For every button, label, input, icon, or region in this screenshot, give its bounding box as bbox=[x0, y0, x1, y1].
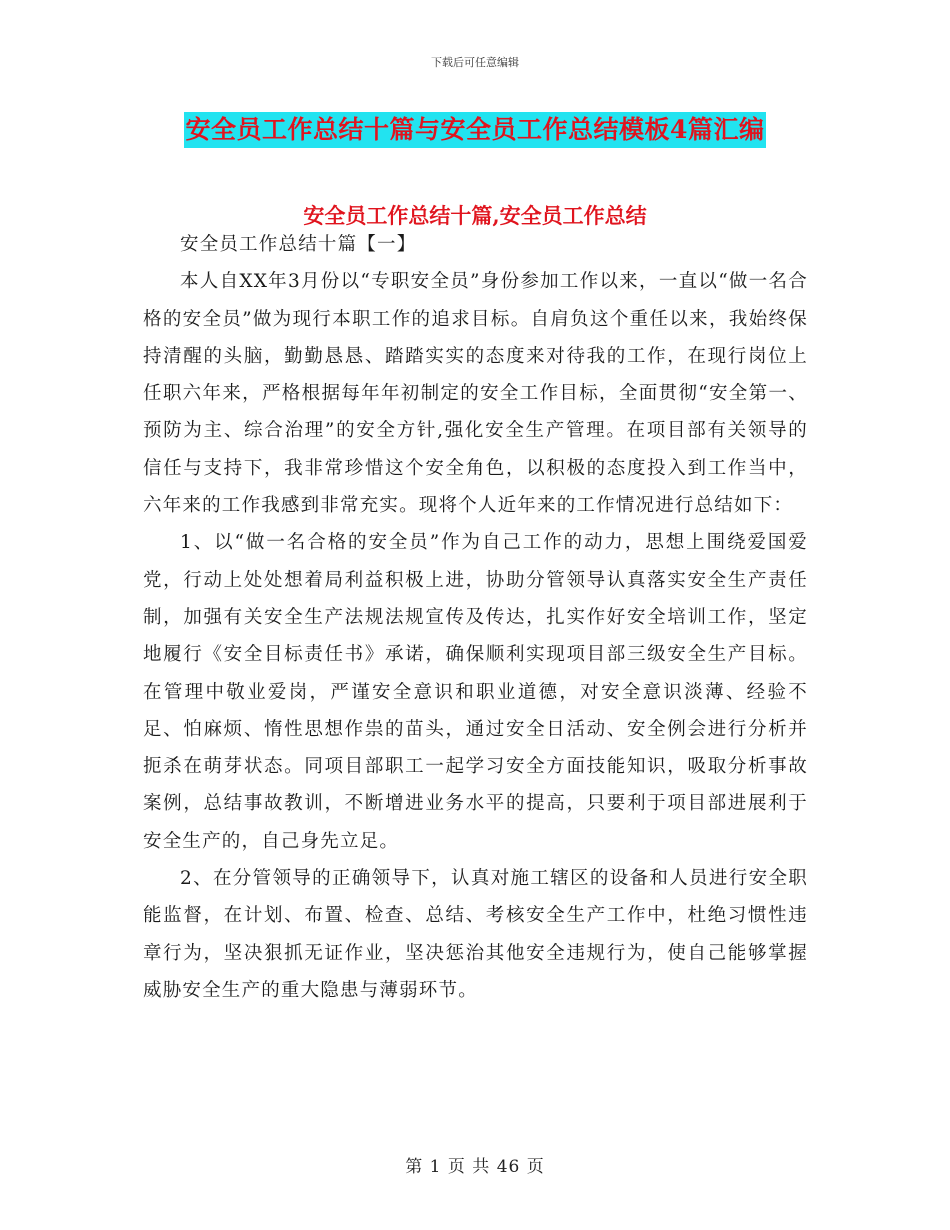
document-main-title bbox=[0, 112, 950, 148]
paragraph-item-2: 2、在分管领导的正确领导下，认真对施工辖区的设备和人员进行安全职能监督，在计划、布置、检查、总结、考核安全生产工作中，杜绝习惯性违章行为，坚决狠抓无证作业，坚决惩治其他安全违规行为，使自己能够掌握威胁安全生产的重大隐患与薄弱环节。 bbox=[143, 868, 808, 1001]
page-number-label: 第 1 页 共 46 页 bbox=[405, 1157, 545, 1177]
document-sub-title: 安全员工作总结十篇,安全员工作总结 bbox=[303, 203, 647, 228]
section-heading: 安全员工作总结十篇【一】 bbox=[180, 234, 417, 255]
main-title-text: 安全员工作总结十篇与安全员工作总结模板4篇汇编 bbox=[184, 112, 767, 148]
document-body bbox=[143, 226, 808, 1009]
header-note: 下载后可任意编辑 bbox=[431, 56, 519, 69]
paragraph-item-1: 1、以“做一名合格的安全员”作为自己工作的动力，思想上围绕爱国爱党，行动上处处想着局利益积极上进，协助分管领导认真落实安全生产责任制，加强有关安全生产法规法规宣传及传达，扎实作好安全培训工作，坚定地履行《安全目标责任书》承诺，确保顺利实现项目部三级安全生产目标。在管理中敬业爱岗，严谨安全意识和职业道德，对安全意识淡薄、经验不足、怕麻烦、惰性思想作祟的苗头，通过安全日活动、安全例会进行分析并扼杀在萌芽状态。同项目部职工一起学习安全方面技能知识，吸取分析事故案例，总结事故教训，不断增进业务水平的提高，只要利于项目部进展利于安全生产的，自己身先立足。 bbox=[143, 532, 808, 852]
page-footer bbox=[0, 1152, 950, 1177]
paragraph-intro: 本人自XX年3月份以“专职安全员”身份参加工作以来，一直以“做一名合格的安全员”做为现行本职工作的追求目标。自肩负这个重任以来，我始终保持清醒的头脑，勤勤恳恳、踏踏实实的态度来对待我的工作，在现行岗位上任职六年来，严格根据每年年初制定的安全工作目标，全面贯彻“安全第一、预防为主、综合治理”的安全方针,强化安全生产管理。在项目部有关领导的信任与支持下，我非常珍惜这个安全角色，以积极的态度投入到工作当中，六年来的工作我感到非常充实。现将个人近年来的工作情况进行总结如下： bbox=[143, 271, 808, 517]
